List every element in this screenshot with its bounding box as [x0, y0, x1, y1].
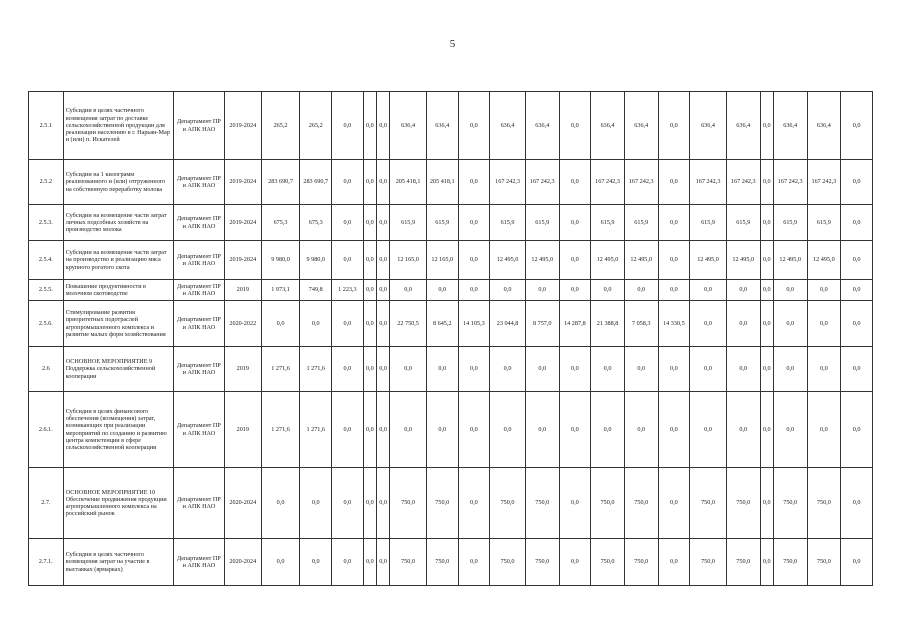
value-cell: 12 495,0 [591, 241, 625, 280]
value-cell: 0,0 [658, 205, 690, 241]
value-cell: 0,0 [363, 301, 376, 347]
value-cell: 0,0 [624, 347, 658, 392]
value-cell: 167 242,3 [773, 160, 807, 205]
row-period: 2019 [224, 280, 261, 301]
table-row [29, 468, 873, 539]
value-cell: 0,0 [760, 301, 773, 347]
row-name: Повышение продуктивности в молочном скотоводстве [63, 280, 173, 301]
table-row [29, 280, 873, 301]
table-row [29, 539, 873, 586]
table-row [29, 347, 873, 392]
value-cell: 0,0 [300, 468, 332, 539]
value-cell: 0,0 [261, 468, 300, 539]
row-number: 2.6.1. [29, 392, 64, 468]
value-cell: 167 242,3 [726, 160, 760, 205]
value-cell: 0,0 [332, 92, 364, 160]
value-cell: 8 645,2 [426, 301, 458, 347]
value-cell: 12 495,0 [525, 241, 559, 280]
value-cell: 0,0 [332, 392, 364, 468]
value-cell: 750,0 [591, 468, 625, 539]
value-cell: 0,0 [658, 280, 690, 301]
value-cell: 265,2 [300, 92, 332, 160]
value-cell: 750,0 [591, 539, 625, 586]
value-cell: 0,0 [773, 301, 807, 347]
value-cell: 0,0 [363, 347, 376, 392]
value-cell: 167 242,3 [807, 160, 841, 205]
value-cell: 0,0 [376, 539, 389, 586]
value-cell: 0,0 [390, 280, 427, 301]
value-cell: 0,0 [332, 301, 364, 347]
value-cell: 205 418,1 [426, 160, 458, 205]
row-period: 2020-2022 [224, 301, 261, 347]
value-cell: 0,0 [376, 468, 389, 539]
value-cell: 0,0 [773, 392, 807, 468]
value-cell: 615,9 [490, 205, 526, 241]
row-number: 2.5.3. [29, 205, 64, 241]
value-cell: 0,0 [261, 301, 300, 347]
value-cell: 750,0 [690, 539, 727, 586]
value-cell: 205 418,1 [390, 160, 427, 205]
value-cell: 0,0 [760, 92, 773, 160]
row-name: Субсидии на возмещение части затрат личных подсобных хозяйств на производство молока [63, 205, 173, 241]
row-period: 2019 [224, 347, 261, 392]
value-cell: 636,4 [690, 92, 727, 160]
value-cell: 0,0 [690, 347, 727, 392]
value-cell: 0,0 [458, 280, 490, 301]
table-row [29, 92, 873, 160]
value-cell: 750,0 [726, 539, 760, 586]
value-cell: 636,4 [726, 92, 760, 160]
value-cell: 750,0 [807, 468, 841, 539]
value-cell: 0,0 [624, 392, 658, 468]
value-cell: 0,0 [726, 280, 760, 301]
value-cell: 0,0 [300, 301, 332, 347]
value-cell: 167 242,3 [690, 160, 727, 205]
value-cell: 750,0 [624, 468, 658, 539]
value-cell: 22 750,5 [390, 301, 427, 347]
row-number: 2.6 [29, 347, 64, 392]
value-cell: 615,9 [390, 205, 427, 241]
value-cell: 615,9 [726, 205, 760, 241]
row-period: 2019-2024 [224, 205, 261, 241]
value-cell: 12 495,0 [624, 241, 658, 280]
row-responsible: Департамент ПР и АПК НАО [173, 392, 224, 468]
value-cell: 0,0 [376, 347, 389, 392]
value-cell: 0,0 [760, 241, 773, 280]
value-cell: 12 495,0 [726, 241, 760, 280]
value-cell: 14 287,8 [559, 301, 591, 347]
row-responsible: Департамент ПР и АПК НАО [173, 241, 224, 280]
value-cell: 0,0 [559, 92, 591, 160]
row-responsible: Департамент ПР и АПК НАО [173, 468, 224, 539]
value-cell: 1 223,3 [332, 280, 364, 301]
value-cell: 0,0 [490, 280, 526, 301]
table-row [29, 160, 873, 205]
value-cell: 0,0 [426, 347, 458, 392]
value-cell: 0,0 [458, 92, 490, 160]
value-cell: 0,0 [841, 160, 873, 205]
value-cell: 0,0 [658, 392, 690, 468]
value-cell: 0,0 [841, 241, 873, 280]
value-cell: 12 495,0 [807, 241, 841, 280]
value-cell: 750,0 [525, 468, 559, 539]
value-cell: 0,0 [490, 392, 526, 468]
value-cell: 636,4 [807, 92, 841, 160]
value-cell: 0,0 [841, 347, 873, 392]
value-cell: 636,4 [591, 92, 625, 160]
value-cell: 0,0 [332, 160, 364, 205]
value-cell: 0,0 [658, 539, 690, 586]
value-cell: 615,9 [690, 205, 727, 241]
value-cell: 0,0 [658, 347, 690, 392]
table-row [29, 205, 873, 241]
value-cell: 0,0 [773, 280, 807, 301]
value-cell: 615,9 [426, 205, 458, 241]
value-cell: 0,0 [807, 280, 841, 301]
value-cell: 0,0 [658, 92, 690, 160]
row-period: 2020-2024 [224, 468, 261, 539]
table-row [29, 301, 873, 347]
value-cell: 1 973,1 [261, 280, 300, 301]
value-cell: 0,0 [390, 347, 427, 392]
value-cell: 0,0 [376, 205, 389, 241]
table-row [29, 241, 873, 280]
row-period: 2019 [224, 392, 261, 468]
row-responsible: Департамент ПР и АПК НАО [173, 205, 224, 241]
value-cell: 615,9 [591, 205, 625, 241]
value-cell: 0,0 [332, 205, 364, 241]
value-cell: 750,0 [426, 539, 458, 586]
row-period: 2019-2024 [224, 160, 261, 205]
value-cell: 0,0 [760, 539, 773, 586]
row-responsible: Департамент ПР и АПК НАО [173, 347, 224, 392]
row-responsible: Департамент ПР и АПК НАО [173, 92, 224, 160]
value-cell: 0,0 [760, 280, 773, 301]
value-cell: 0,0 [726, 347, 760, 392]
value-cell: 1 271,6 [261, 347, 300, 392]
value-cell: 750,0 [490, 468, 526, 539]
value-cell: 12 165,0 [426, 241, 458, 280]
value-cell: 0,0 [332, 347, 364, 392]
value-cell: 9 980,0 [261, 241, 300, 280]
value-cell: 750,0 [773, 468, 807, 539]
value-cell: 675,3 [300, 205, 332, 241]
value-cell: 0,0 [390, 392, 427, 468]
value-cell: 0,0 [458, 241, 490, 280]
value-cell: 1 271,6 [300, 347, 332, 392]
value-cell: 0,0 [559, 205, 591, 241]
row-name: Субсидии на возмещение части затрат на производство и реализацию мяса крупного рогатого скота [63, 241, 173, 280]
value-cell: 675,3 [261, 205, 300, 241]
value-cell: 0,0 [458, 160, 490, 205]
value-cell: 750,0 [726, 468, 760, 539]
value-cell: 0,0 [841, 205, 873, 241]
value-cell: 0,0 [690, 301, 727, 347]
value-cell: 0,0 [376, 92, 389, 160]
value-cell: 0,0 [726, 392, 760, 468]
value-cell: 0,0 [300, 539, 332, 586]
row-name: Субсидии в целях частичного возмещения затрат по доставке сельскохозяйственной продукции для реализации населению в г. Нарьян-Мар и (или) п. Искателей [63, 92, 173, 160]
row-name: Стимулирование развития приоритетных подотраслей агропромышленного комплекса и развитие малых форм хозяйствования [63, 301, 173, 347]
value-cell: 0,0 [376, 160, 389, 205]
value-cell: 0,0 [525, 280, 559, 301]
value-cell: 636,4 [624, 92, 658, 160]
row-number: 2.5.2 [29, 160, 64, 205]
value-cell: 0,0 [363, 92, 376, 160]
value-cell: 12 495,0 [690, 241, 727, 280]
value-cell: 21 388,8 [591, 301, 625, 347]
table-row [29, 392, 873, 468]
value-cell: 0,0 [332, 539, 364, 586]
row-responsible: Департамент ПР и АПК НАО [173, 280, 224, 301]
value-cell: 636,4 [390, 92, 427, 160]
value-cell: 0,0 [726, 301, 760, 347]
value-cell: 0,0 [376, 392, 389, 468]
value-cell: 0,0 [559, 280, 591, 301]
value-cell: 283 690,7 [300, 160, 332, 205]
value-cell: 265,2 [261, 92, 300, 160]
row-name: Субсидии на 1 килограмм реализованного и (или) отгруженного на собственную переработку молока [63, 160, 173, 205]
value-cell: 636,4 [426, 92, 458, 160]
value-cell: 750,0 [390, 539, 427, 586]
value-cell: 636,4 [773, 92, 807, 160]
value-cell: 0,0 [332, 468, 364, 539]
value-cell: 0,0 [841, 539, 873, 586]
value-cell: 750,0 [490, 539, 526, 586]
row-responsible: Департамент ПР и АПК НАО [173, 160, 224, 205]
value-cell: 749,8 [300, 280, 332, 301]
value-cell: 12 165,0 [390, 241, 427, 280]
value-cell: 0,0 [458, 392, 490, 468]
row-number: 2.5.6. [29, 301, 64, 347]
value-cell: 0,0 [658, 160, 690, 205]
value-cell: 615,9 [624, 205, 658, 241]
value-cell: 0,0 [658, 468, 690, 539]
value-cell: 750,0 [390, 468, 427, 539]
value-cell: 750,0 [624, 539, 658, 586]
value-cell: 0,0 [841, 392, 873, 468]
value-cell: 0,0 [559, 160, 591, 205]
value-cell: 12 495,0 [773, 241, 807, 280]
value-cell: 615,9 [773, 205, 807, 241]
value-cell: 0,0 [363, 160, 376, 205]
value-cell: 0,0 [458, 205, 490, 241]
value-cell: 0,0 [458, 347, 490, 392]
value-cell: 0,0 [807, 392, 841, 468]
value-cell: 167 242,3 [525, 160, 559, 205]
value-cell: 0,0 [658, 241, 690, 280]
value-cell: 0,0 [559, 539, 591, 586]
value-cell: 0,0 [591, 392, 625, 468]
row-period: 2020-2024 [224, 539, 261, 586]
value-cell: 750,0 [807, 539, 841, 586]
page-number: 5 [449, 38, 456, 50]
value-cell: 167 242,3 [490, 160, 526, 205]
row-name: Субсидии в целях частичного возмещения затрат на участие в выставках (ярмарках) [63, 539, 173, 586]
value-cell: 0,0 [760, 347, 773, 392]
value-cell: 167 242,3 [591, 160, 625, 205]
value-cell: 0,0 [760, 160, 773, 205]
value-cell: 0,0 [841, 468, 873, 539]
value-cell: 8 757,0 [525, 301, 559, 347]
value-cell: 0,0 [624, 280, 658, 301]
row-name: ОСНОВНОЕ МЕРОПРИЯТИЕ 9 Поддержка сельскохозяйственной кооперации [63, 347, 173, 392]
row-period: 2019-2024 [224, 241, 261, 280]
row-number: 2.7.1. [29, 539, 64, 586]
value-cell: 14 330,5 [658, 301, 690, 347]
value-cell: 0,0 [363, 392, 376, 468]
value-cell: 636,4 [490, 92, 526, 160]
value-cell: 0,0 [690, 280, 727, 301]
value-cell: 0,0 [841, 280, 873, 301]
value-cell: 0,0 [458, 468, 490, 539]
value-cell: 0,0 [426, 280, 458, 301]
value-cell: 167 242,3 [624, 160, 658, 205]
value-cell: 0,0 [363, 241, 376, 280]
value-cell: 750,0 [690, 468, 727, 539]
value-cell: 0,0 [426, 392, 458, 468]
value-cell: 14 105,3 [458, 301, 490, 347]
row-number: 2.5.1 [29, 92, 64, 160]
row-number: 2.7. [29, 468, 64, 539]
value-cell: 0,0 [376, 241, 389, 280]
row-responsible: Департамент ПР и АПК НАО [173, 301, 224, 347]
value-cell: 9 980,0 [300, 241, 332, 280]
value-cell: 0,0 [363, 280, 376, 301]
value-cell: 0,0 [363, 205, 376, 241]
value-cell: 0,0 [773, 347, 807, 392]
value-cell: 0,0 [807, 301, 841, 347]
value-cell: 12 495,0 [490, 241, 526, 280]
value-cell: 0,0 [559, 392, 591, 468]
value-cell: 0,0 [591, 347, 625, 392]
value-cell: 0,0 [807, 347, 841, 392]
value-cell: 0,0 [261, 539, 300, 586]
value-cell: 750,0 [426, 468, 458, 539]
value-cell: 615,9 [807, 205, 841, 241]
value-cell: 0,0 [363, 539, 376, 586]
value-cell: 0,0 [559, 241, 591, 280]
value-cell: 0,0 [760, 468, 773, 539]
row-name: ОСНОВНОЕ МЕРОПРИЯТИЕ 10 Обеспечение продвижения продукции агропромышленного комплекса на российский рынок [63, 468, 173, 539]
value-cell: 0,0 [559, 468, 591, 539]
value-cell: 0,0 [458, 539, 490, 586]
value-cell: 0,0 [591, 280, 625, 301]
value-cell: 1 271,6 [300, 392, 332, 468]
value-cell: 0,0 [363, 468, 376, 539]
row-responsible: Департамент ПР и АПК НАО [173, 539, 224, 586]
value-cell: 0,0 [760, 392, 773, 468]
value-cell: 636,4 [525, 92, 559, 160]
value-cell: 23 044,8 [490, 301, 526, 347]
row-number: 2.5.5. [29, 280, 64, 301]
value-cell: 0,0 [760, 205, 773, 241]
value-cell: 283 690,7 [261, 160, 300, 205]
value-cell: 750,0 [525, 539, 559, 586]
row-name: Субсидии в целях финансового обеспечения (возмещения) затрат, возникающих при реализации мероприятий по созданию и развитию центра компетенции в сфере сельскохозяйственной кооперации [63, 392, 173, 468]
budget-table [28, 91, 873, 586]
value-cell: 0,0 [690, 392, 727, 468]
value-cell: 0,0 [490, 347, 526, 392]
value-cell: 1 271,6 [261, 392, 300, 468]
value-cell: 0,0 [332, 241, 364, 280]
value-cell: 0,0 [376, 280, 389, 301]
row-number: 2.5.4. [29, 241, 64, 280]
value-cell: 0,0 [376, 301, 389, 347]
value-cell: 0,0 [841, 301, 873, 347]
value-cell: 0,0 [559, 347, 591, 392]
row-period: 2019-2024 [224, 92, 261, 160]
value-cell: 7 058,3 [624, 301, 658, 347]
value-cell: 750,0 [773, 539, 807, 586]
value-cell: 0,0 [525, 347, 559, 392]
value-cell: 0,0 [841, 92, 873, 160]
value-cell: 0,0 [525, 392, 559, 468]
value-cell: 615,9 [525, 205, 559, 241]
